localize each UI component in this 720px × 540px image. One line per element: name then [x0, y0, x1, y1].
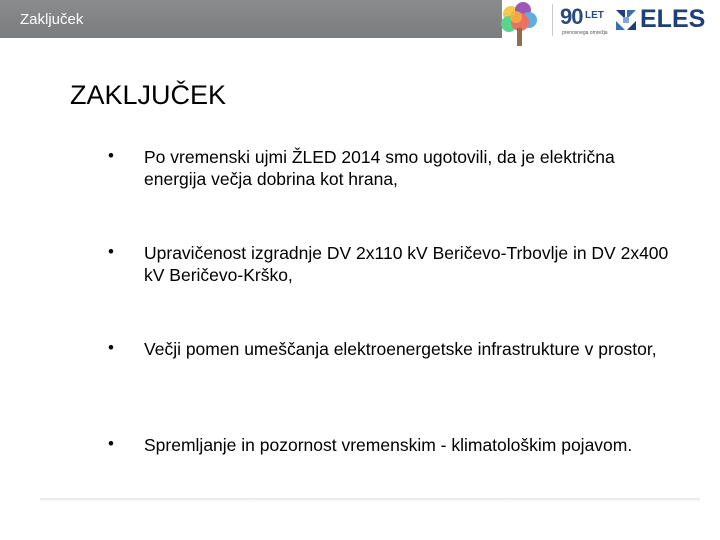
- list-item: [108, 434, 688, 530]
- anniversary-subtitle: prenosnega omrežja: [562, 30, 608, 36]
- bottom-divider: [40, 498, 700, 502]
- bullet-text: Spremljanje in pozornost vremenskim - klimatološkim pojavom.: [144, 435, 633, 455]
- header-bar: [0, 0, 502, 38]
- list-item: [108, 146, 688, 242]
- anniversary-word: LET: [585, 10, 604, 21]
- tree-logo-icon: [498, 0, 540, 48]
- anniversary-number: 90: [560, 4, 583, 29]
- anniversary-logo: [560, 4, 610, 38]
- bullet-marker: •: [108, 242, 114, 261]
- logo-divider: [552, 4, 553, 36]
- eles-emblem-icon: [614, 8, 638, 32]
- page-title: ZAKLJUČEK: [70, 80, 227, 110]
- list-item: [108, 242, 688, 338]
- list-item: [108, 338, 688, 434]
- company-name: ELES: [640, 5, 706, 33]
- bullet-list: [108, 146, 688, 530]
- bullet-marker: •: [108, 146, 114, 165]
- bullet-text: Po vremenski ujmi ŽLED 2014 smo ugotovili, da je električna energija večja dobrina kot hrana,: [144, 147, 615, 189]
- bullet-text: Večji pomen umeščanja elektroenergetske infrastrukture v prostor,: [144, 339, 657, 359]
- header-label: Zaključek: [20, 11, 84, 28]
- bullet-marker: •: [108, 338, 114, 357]
- bullet-text: Upravičenost izgradnje DV 2x110 kV Beričevo-Trbovlje in DV 2x400 kV Beričevo-Krško,: [144, 243, 669, 285]
- bullet-marker: •: [108, 434, 114, 453]
